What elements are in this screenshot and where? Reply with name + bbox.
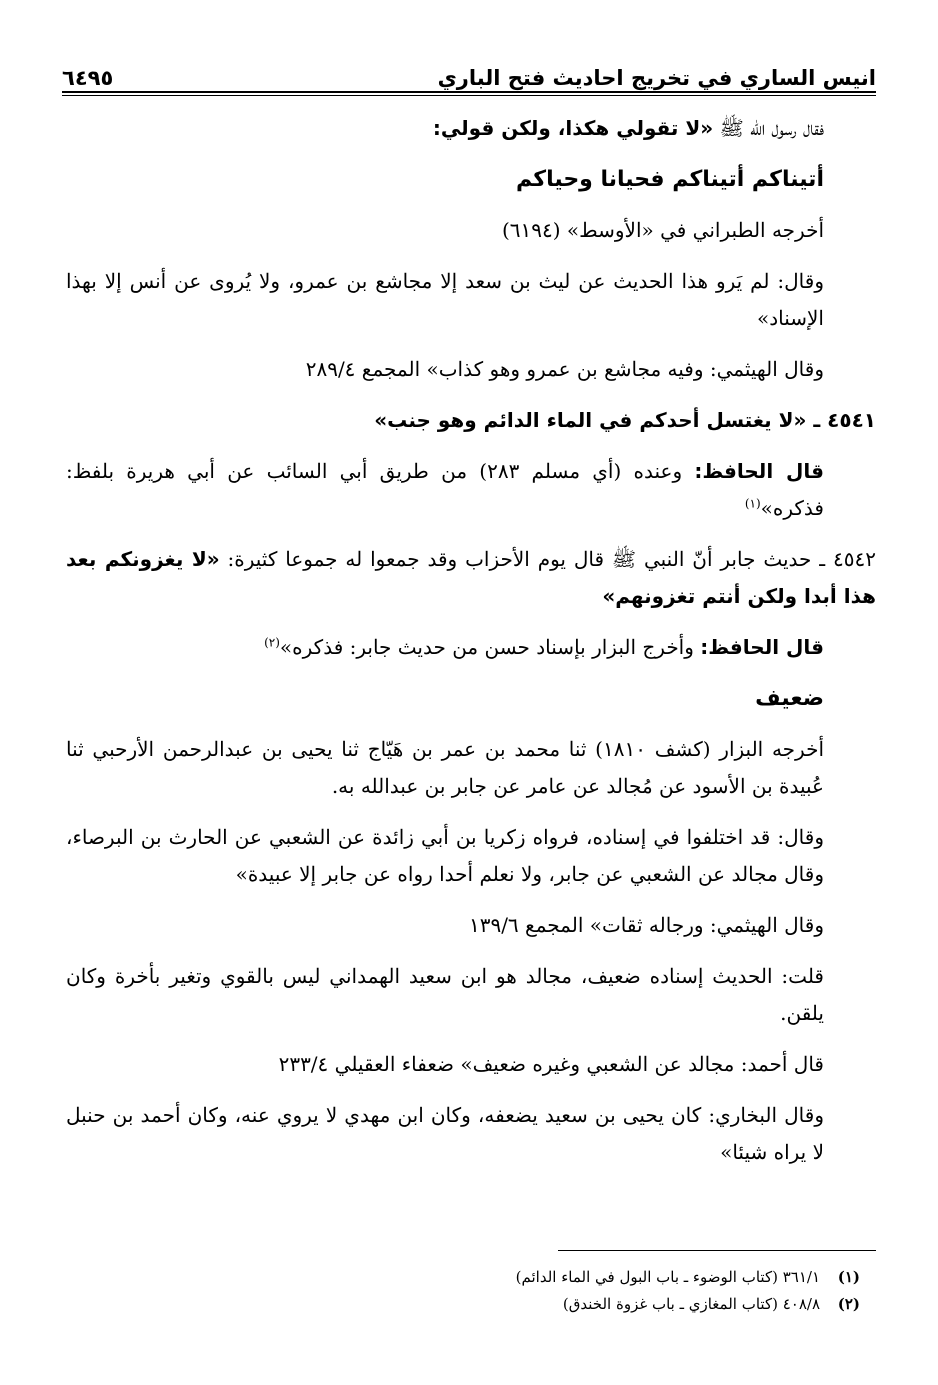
hafiz-text: وأخرج البزار بإسناد حسن من حديث جابر: فذكره» (279, 635, 701, 659)
paragraph-bazzar-comment: وقال: قد اختلفوا في إسناده، فرواه زكريا بن أبي زائدة عن الشعبي عن الحارث بن البرصاء، وقال مجالد عن الشعبي عن جابر، ولا نعلم أحدا رواه عن جابر إلا عبيدة» (66, 825, 824, 886)
footnote-ref-1[interactable]: (١) (744, 496, 761, 511)
paragraph-author-note: قلت: الحديث إسناده ضعيف، مجالد هو ابن سعيد الهمداني ليس بالقوي وتغير بأخرة وكان يلقن. (66, 964, 824, 1025)
running-header (62, 58, 876, 90)
hadith-4542-intro: ٤٥٤٢ ـ حديث جابر أنّ النبي ﷺ قال يوم الأحزاب وقد جمعوا له جموعا كثيرة: (219, 547, 876, 571)
paragraph-prophet-saying (66, 110, 876, 147)
paragraph-bukhari: وقال البخاري: كان يحيى بن سعيد يضعفه، وكان ابن مهدي لا يروي عنه، وكان أحمد بن حنبل لا يراه شيئا» (66, 1103, 824, 1164)
footnotes (62, 1264, 876, 1318)
footnote-1 (62, 1264, 876, 1291)
paragraph-haythami-1: وقال الهيثمي: وفيه مجاشع بن عمرو وهو كذاب» المجمع ٢٨٩/٤ (305, 357, 824, 381)
book-title: انيس الساري في تخريج احاديث فتح الباري (437, 66, 876, 90)
paragraph-tabarani-comment: وقال: لم يَرو هذا الحديث عن ليث بن سعد إلا مجاشع بن عمرو، ولا يُروى عن أنس إلا بهذا الإسناد» (66, 269, 824, 330)
footnote-ref-2[interactable]: (٢) (264, 635, 280, 650)
page-number: ٦٤٩٥ (62, 66, 114, 90)
takhrij-tabarani: أخرجه الطبراني في «الأوسط» (٦١٩٤) (501, 218, 824, 242)
footnote-text: ٣٦١/١ (كتاب الوضوء ـ باب البول في الماء الدائم) (515, 1268, 820, 1286)
hafiz-label: قال الحافظ: (694, 459, 824, 483)
grade-label: ضعيف (755, 686, 824, 711)
page-body (66, 110, 876, 1185)
footnote-rule (558, 1250, 876, 1251)
footnote-number: (١) (837, 1268, 860, 1286)
footnote-text: ٤٠٨/٨ (كتاب المغازي ـ باب غزوة الخندق) (562, 1295, 820, 1313)
paragraph-ahmad: قال أحمد: مجالد عن الشعبي وغيره ضعيف» ضعفاء العقيلي ٢٣٣/٤ (278, 1052, 824, 1076)
hafiz-text: وعنده (أي مسلم ٢٨٣) من طريق أبي السائب عن أبي هريرة بلفظ: فذكره» (66, 459, 824, 520)
quoted-saying: «لا تقولي هكذا، ولكن قولي: (432, 116, 714, 140)
footnote-2 (62, 1291, 876, 1318)
header-rule (62, 91, 876, 93)
verse-line: أتيناكم أتيناكم فحيانا وحياكم (516, 167, 824, 192)
paragraph-haythami-2: وقال الهيثمي: ورجاله ثقات» المجمع ١٣٩/٦ (468, 913, 824, 937)
header-rule-thin (62, 95, 876, 96)
paragraph-hafiz-2 (66, 629, 876, 666)
intro-text: فقال رسول الله ﷺ (713, 116, 824, 140)
hadith-4541-heading: ٤٥٤١ ـ «لا يغتسل أحدكم في الماء الدائم وهو جنب» (374, 408, 876, 432)
hadith-4542-text: «لا يغزونكم بعد هذا أبدا ولكن أنتم تغزونهم» (66, 547, 876, 608)
footnote-number: (٢) (837, 1295, 860, 1313)
hafiz-label: قال الحافظ: (700, 635, 824, 659)
paragraph-hafiz-1 (66, 453, 876, 527)
takhrij-bazzar: أخرجه البزار (كشف ١٨١٠) ثنا محمد بن عمر بن هَيّاج ثنا يحيى بن عبدالرحمن الأرحبي ثنا عُبيدة بن الأسود عن مُجالد عن عامر عن جابر بن عبدالله به. (66, 737, 825, 798)
hadith-4542-heading (66, 541, 876, 615)
